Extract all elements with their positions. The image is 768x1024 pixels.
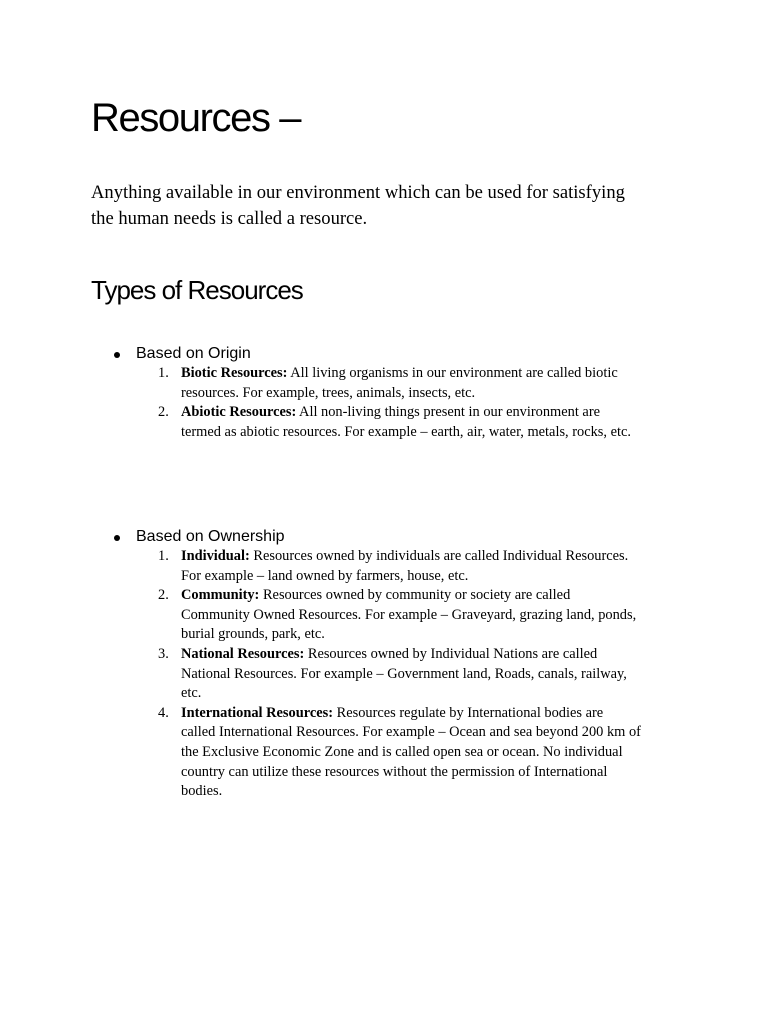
term-name: Abiotic Resources: [181,404,297,421]
bullet-label-origin: Based on Origin [136,345,251,362]
intro-paragraph: Anything available in our environment which can be used for satisfying the human needs is called a resource. [91,182,625,229]
list-item [158,645,641,704]
term-description: Resources owned by community or society are called Community Owned Resources. For example – Graveyard, grazing land, ponds, burial grounds, park, etc. [181,587,637,643]
list-item [158,704,641,802]
list-number: 2. [158,587,169,604]
section-title-types: Types of Resources [91,275,303,305]
term-name: National Resources: [181,645,305,662]
term-description: All non-living things present in our environment are termed as abiotic resources. For example – earth, air, water, metals, rocks, etc. [181,404,631,440]
term-description: Resources regulate by International bodies are called International Resources. For example – Ocean and sea beyond 200 km of the Exclusive Economic Zone and is called open sea or ocean. No individual country can utilize these resources without the permission of International bodies. [181,704,641,800]
term-name: Biotic Resources: [181,365,288,381]
list-number: 1. [158,548,169,564]
term-name: Community: [181,587,260,604]
page-title: Resources – [91,96,301,140]
list-item [158,364,641,403]
numbered-list-origin [0,364,641,442]
bullet-icon [114,535,120,541]
bullet-icon [114,352,120,358]
term-description: All living organisms in our environment are called biotic resources. For example, trees, animals, insects, etc. [181,365,618,401]
list-number: 4. [158,704,169,721]
bullet-item-ownership [114,527,285,547]
term-name: Individual: [181,548,250,564]
list-item [158,586,641,645]
list-item [158,403,641,442]
bullet-item-origin [114,344,251,364]
list-number: 1. [158,365,169,381]
term-description: Resources owned by individuals are called Individual Resources. For example – land owned by farmers, house, etc. [181,548,629,584]
list-number: 3. [158,645,169,662]
numbered-list-ownership [0,547,641,802]
bullet-label-ownership: Based on Ownership [136,528,285,545]
term-description: Resources owned by Individual Nations are called National Resources. For example – Government land, Roads, canals, railway, etc. [181,645,627,702]
term-name: International Resources: [181,704,334,721]
list-item [158,547,641,586]
list-number: 2. [158,404,169,421]
